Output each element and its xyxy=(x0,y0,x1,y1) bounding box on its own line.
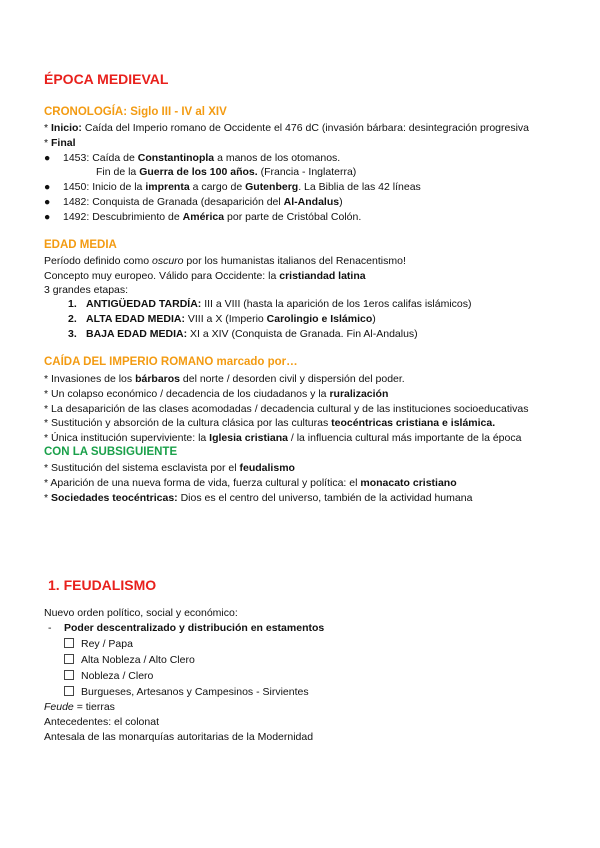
cronologia-heading: CRONOLOGÍA: Siglo III - IV al XIV xyxy=(44,106,227,118)
bullet-icon: ● xyxy=(44,196,51,208)
checkbox-icon[interactable] xyxy=(64,638,74,648)
etapa-item: 2. ALTA EDAD MEDIA: VIII a X (Imperio Carolingio e Islámico) xyxy=(68,313,376,325)
subsiguiente-heading: CON LA SUBSIGUIENTE xyxy=(44,446,178,458)
checklist-item: Burgueses, Artesanos y Campesinos - Sirvientes xyxy=(64,685,309,699)
etapa-item: 3. BAJA EDAD MEDIA: XI a XIV (Conquista de Granada. Fin Al-Andalus) xyxy=(68,328,418,340)
caida-item: * La desaparición de las clases acomodadas / decadencia cultural y de las instituciones socioeducativas xyxy=(44,403,529,415)
bullet-icon: ● xyxy=(44,152,51,164)
edad-media-heading: EDAD MEDIA xyxy=(44,239,117,251)
feudalismo-intro: Nuevo orden político, social y económico: xyxy=(44,607,238,619)
final-label: Final xyxy=(51,137,76,149)
final-line: * Final xyxy=(44,137,76,149)
caida-item: * Invasiones de los bárbaros del norte / desorden civil y dispersión del poder. xyxy=(44,373,405,385)
dash-bullet: - xyxy=(48,622,52,634)
bullet-icon: ● xyxy=(44,181,51,193)
bullet-icon: ● xyxy=(44,211,51,223)
edad-media-line: Período definido como oscuro por los humanistas italianos del Renacentismo! xyxy=(44,255,406,267)
edad-media-line: 3 grandes etapas: xyxy=(44,284,129,296)
list-item-continuation: Fin de la Guerra de los 100 años. (Francia - Inglaterra) xyxy=(96,166,357,178)
feudalismo-subheading: Poder descentralizado y distribución en estamentos xyxy=(64,622,325,634)
caida-item: * Sustitución y absorción de la cultura clásica por las culturas teocéntricas cristiana e islámica. xyxy=(44,417,496,429)
feudalismo-heading: 1. FEUDALISMO xyxy=(48,577,157,593)
list-item: ● 1492: Descubrimiento de América por parte de Cristóbal Colón. xyxy=(44,211,362,223)
checkbox-icon[interactable] xyxy=(64,686,74,696)
checkbox-icon[interactable] xyxy=(64,654,74,664)
inicio-line: * Inicio: Caída del Imperio romano de Occidente el 476 dC (invasión bárbara: desintegración progresiva xyxy=(44,122,530,134)
list-item: ● 1482: Conquista de Granada (desaparición del Al-Andalus) xyxy=(44,196,343,208)
etapa-item: 1. ANTIGÜEDAD TARDÍA: III a VIII (hasta la aparición de los 1eros califas islámicos) xyxy=(68,298,472,310)
edad-media-line: Concepto muy europeo. Válido para Occidente: la cristiandad latina xyxy=(44,270,366,282)
inicio-text: Caída del Imperio romano de Occidente el 476 dC (invasión bárbara: desintegración progresiva xyxy=(81,122,530,134)
caida-item: * Única institución superviviente: la Iglesia cristiana / la influencia cultural más importante de la época xyxy=(44,432,522,444)
antesala-line: Antesala de las monarquías autoritarias de la Modernidad xyxy=(44,731,314,743)
antecedentes-line: Antecedentes: el colonat xyxy=(44,716,159,728)
checklist-item: Alta Nobleza / Alto Clero xyxy=(64,653,195,667)
inicio-label: Inicio: xyxy=(51,122,82,134)
list-item: ● 1453: Caída de Constantinopla a manos de los otomanos. xyxy=(44,152,341,164)
checklist-item: Rey / Papa xyxy=(64,637,133,651)
checkbox-icon[interactable] xyxy=(64,670,74,680)
caida-heading: CAÍDA DEL IMPERIO ROMANO marcado por… xyxy=(44,356,298,368)
subsiguiente-item: * Aparición de una nueva forma de vida, fuerza cultural y política: el monacato cristiano xyxy=(44,477,457,489)
subsiguiente-item: * Sustitución del sistema esclavista por el feudalismo xyxy=(44,462,295,474)
page-title: ÉPOCA MEDIEVAL xyxy=(44,71,169,87)
checklist-item: Nobleza / Clero xyxy=(64,669,153,683)
list-item: ● 1450: Inicio de la imprenta a cargo de Gutenberg. La Biblia de las 42 líneas xyxy=(44,181,421,193)
caida-item: * Un colapso económico / decadencia de los ciudadanos y la ruralización xyxy=(44,388,389,400)
feude-line: Feude = tierras xyxy=(44,701,115,713)
subsiguiente-item: * Sociedades teocéntricas: Dios es el centro del universo, también de la actividad humana xyxy=(44,492,473,504)
